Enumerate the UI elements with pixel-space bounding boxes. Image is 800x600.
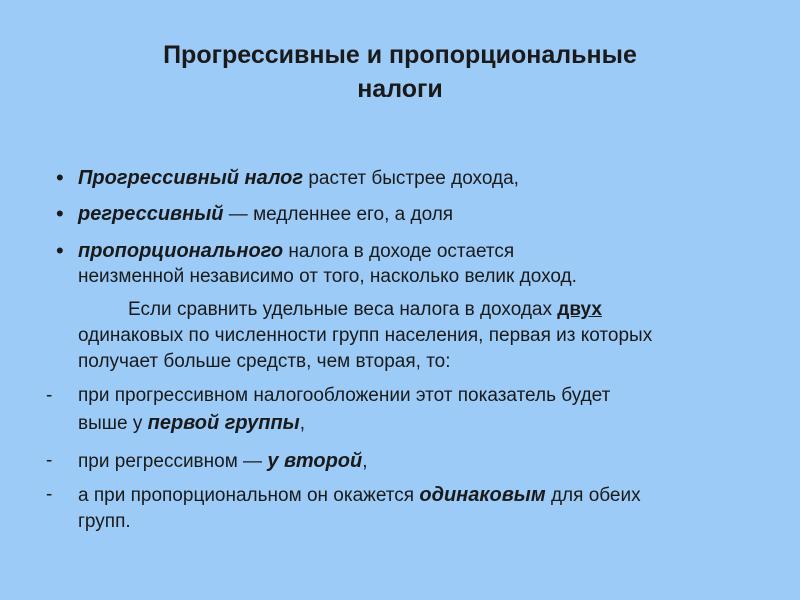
bullet-text: — медленнее его, а доля	[223, 204, 454, 225]
bullet-proportional	[78, 238, 514, 265]
item-progressive-line-1: при прогрессивном налогообложении этот показатель будет	[78, 385, 611, 406]
slide-title	[60, 38, 740, 106]
item-text: выше у	[78, 413, 148, 434]
dash-marker: -	[46, 385, 53, 406]
bullet-continuation: неизменной независимо от того, насколько велик доход.	[78, 266, 577, 287]
bullet-text: растет быстрее дохода,	[303, 168, 519, 189]
term-regressive: регрессивный	[78, 203, 224, 225]
item-text: для обеих	[545, 485, 641, 506]
dash-marker: -	[46, 450, 53, 471]
item-text: а при пропорциональном он окажется	[78, 485, 420, 506]
bullet-text: налога в доходе остается	[283, 241, 515, 262]
dash-marker: -	[46, 484, 53, 505]
item-proportional-line-2: групп.	[78, 511, 131, 532]
item-text: ,	[362, 451, 368, 472]
paragraph-line-1	[128, 297, 602, 323]
item-regressive	[78, 448, 368, 475]
bullet-progressive	[78, 165, 519, 192]
bullet-marker: •	[56, 201, 64, 226]
bullet-marker: •	[56, 238, 64, 263]
paragraph-line-2: одинаковых по численности групп населения, первая из которых	[78, 325, 653, 346]
emphasis-second: у второй	[267, 450, 363, 472]
paragraph-line-3: получает больше средств, чем вторая, то:	[78, 351, 451, 372]
emphasis-first-group: первой группы	[147, 412, 300, 434]
item-text: ,	[299, 413, 306, 434]
bullet-marker: •	[56, 165, 64, 190]
term-proportional: пропорционального	[78, 240, 284, 262]
term-progressive: Прогрессивный налог	[78, 167, 304, 189]
bullet-regressive	[78, 201, 453, 228]
paragraph-text: Если сравнить удельные веса налога в доходах	[128, 299, 558, 320]
emphasis-equal: одинаковым	[419, 484, 546, 506]
item-progressive-line-2	[78, 410, 305, 437]
item-text: при регрессивном —	[78, 451, 268, 472]
title-line-1: Прогрессивные и пропорциональные	[163, 41, 637, 69]
title-line-2: налоги	[357, 75, 443, 103]
emphasis-two: двух	[557, 299, 602, 320]
item-proportional-line-1	[78, 482, 641, 509]
